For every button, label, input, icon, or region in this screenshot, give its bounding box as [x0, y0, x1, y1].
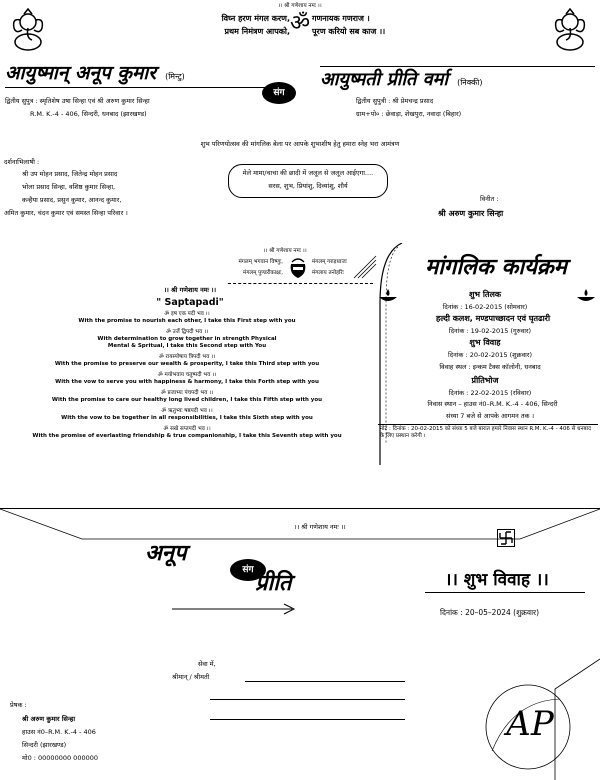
saptapadi-invocation: ।। श्री गणेशाय नमः ।।: [263, 248, 307, 254]
shloka-left-2: प्रथम निमंत्रण आपको,: [224, 27, 290, 36]
shubh-vivah: ।। शुभ विवाह ।।: [445, 570, 549, 590]
darshan-line: भोला प्रसाद सिन्हा, वशिष्ठ कुमार सिन्हा,: [22, 183, 116, 191]
envelope-groom-name: अनूप: [145, 540, 187, 566]
mantra-right-2: मंगलाय तनोहरिः: [312, 270, 344, 276]
decor-arrow: [172, 603, 302, 615]
om-icon: ॐ: [289, 11, 311, 36]
tilak-heading: शुभ तिलक: [468, 290, 502, 299]
bride-relation: द्वितीय सुपुत्री : श्री प्रेमचन्द्र प्रसाद: [356, 97, 434, 105]
step-text: With the promise to nourish each other, I take this First step with you: [78, 318, 296, 324]
groom-name: आयुष्मान् अनूप कुमार: [5, 62, 156, 84]
step-text: With the promise to care our healthy long lived children, I take this Fifth step with you: [51, 397, 323, 403]
divider-line: [228, 283, 373, 284]
sender-name: श्री अरुण कुमार सिन्हा: [22, 715, 76, 723]
kids-request-line: मेले मामा/चाचा की छादी में जलूल से जलूल आईएगा....: [242, 169, 374, 177]
kalash-icon: [287, 254, 309, 280]
haldi-date: दिनांक : 19-02-2015 (गुरुवार): [448, 327, 532, 335]
mantra-left-1: मंगलम् भगवान विष्णुः,: [238, 259, 283, 265]
bhoj-venue: निवास स्थान – हाउस नं0–R.M. K.-4 - 406, सिन्दरी: [427, 400, 558, 408]
haldi-heading: हल्दी कलश, मण्डपाच्छादन एवं घृतढारी: [435, 314, 551, 323]
ganesh-icon: [6, 8, 50, 52]
shloka-right-2: पूरण करियो सब काज ।।: [312, 27, 386, 36]
sender-mobile: मो0 : 00000000 000000: [22, 754, 98, 762]
groom-address: R.M. K.-4 - 406, सिन्दरी, धनबाद (झारखण्ड): [30, 110, 147, 118]
kids-request-box: [228, 164, 388, 198]
shloka-right-1: गणनायक गणराज ।: [312, 14, 370, 23]
step-mantra: ॐ उर्जे द्विपदी भव ।।: [165, 329, 209, 335]
bride-name: आयुष्मती प्रीति वर्मा: [320, 69, 449, 90]
step-mantra: ॐ ऋतुभ्यः षष्ठपदी भव ।।: [161, 408, 213, 414]
mantra-left-2: मंगलम् पुण्डरीकाक्षः,: [243, 270, 283, 276]
step-text: With the promise to preserve our wealth & prosperity, I take this Third step with you: [54, 361, 320, 367]
vineet-name: श्री अरुण कुमार सिन्हा: [438, 209, 504, 218]
ganesh-icon: [548, 8, 592, 52]
bhoj-time: संध्या 7 बजे से आपके आगमन तक ।: [445, 412, 535, 420]
bhoj-date: दिनांक : 22-02-2015 (रविवार): [448, 389, 532, 397]
groom-name-row: [5, 60, 265, 88]
step-mantra: ॐ इष एक पदी भव ।।: [164, 311, 210, 317]
diya-icon: [576, 287, 596, 305]
darshan-line: अमित कुमार, चंदन कुमार एवं समस्त सिन्हा परिवार ।: [4, 209, 128, 217]
sender-house: हाउस नं0–R.M. K.-4 - 406: [22, 728, 96, 736]
darshan-line: कन्हैया प्रसाद, प्रसुन कुमार, आनन्द कुमार,: [22, 196, 122, 204]
envelope-bride-name: प्रीति: [255, 570, 292, 596]
vivah-venue: विवाह स्थल : इन्कम टैक्स कॉलोनी, धनबाद: [439, 363, 541, 371]
step-mantra: ॐ सखे सप्तपदी भव ।।: [163, 426, 211, 432]
swastik-icon: [497, 529, 515, 547]
saptapadi-title: " Saptapadi": [156, 297, 224, 308]
note-divider: [378, 424, 598, 425]
top-invocation: ।। श्री गणेशाय नमः ।।: [278, 3, 322, 9]
program-title: मांगलिक कार्यक्रम: [425, 254, 567, 280]
step-text: With the promise of everlasting friendship & true companionship, I take this Seventh step with you: [32, 433, 342, 439]
program-note: नोट : दिनांक : 20-02-2015 को संध्या 5 बजे बारात हमारे निवास स्थान R.M. K.-4 - 406 से धनबाद के लिए प्रस्थान करेगी ।: [380, 426, 591, 439]
saptapadi-steps: [2, 311, 372, 440]
bride-name-row: [320, 66, 595, 94]
step-mantra: ॐ मयोभवाय चतुष्पदी भव ।।: [157, 372, 217, 378]
address-line: [210, 719, 405, 720]
tilak-date: दिनांक : 16-02-2015 (सोमवार): [442, 303, 528, 311]
step-text: With the vow to serve you with happiness & harmony, I take this Forth step with you: [55, 379, 319, 385]
address-line: [245, 681, 405, 682]
monogram: AP: [506, 704, 554, 744]
envelope-date: दिनांक : 20–05–2024 (शुक्रवार): [440, 608, 540, 617]
sender-city: सिन्दरी (झारखण्ड): [22, 741, 67, 749]
envelope: [0, 508, 600, 780]
darshan-line: श्री उप मोहन प्रसाद, जितेन्द्र मोहन प्रसाद: [22, 170, 118, 178]
bride-address: ग्राम+पो० : छेवाड़ा, शेखपुरा, नवादा (बिहार): [356, 110, 462, 118]
vivah-heading: शुभ विवाह: [469, 338, 501, 347]
step-text: With determination to grow together in strength Physical Mental & Spritual, I take this Second step with You: [97, 336, 277, 349]
shloka-left-1: विघ्न हरण मंगल करण,: [221, 14, 290, 23]
diya-icon: [378, 287, 398, 305]
kids-names: सरस, शुभ, प्रियांशु, दिव्यांशु, शौर्य: [268, 182, 348, 190]
address-line: [210, 699, 405, 700]
groom-nickname: (मिन्टु): [165, 72, 185, 81]
darshan-heading: दर्शनाभिलाषी :: [4, 158, 40, 166]
step-mantra: ॐ रायस्पोषाय त्रिपदी भव ।।: [158, 354, 216, 360]
seva-mein-label: सेवा में,: [198, 660, 216, 668]
sangh-badge: संग: [262, 82, 296, 104]
step-mantra: ॐ प्रजाभ्यः पंचपदी भव ।।: [160, 390, 214, 396]
vivah-date: दिनांक : 20-02-2015 (शुक्रवार): [447, 351, 533, 359]
bride-nickname: (निक्की): [457, 78, 483, 87]
step-text: With the vow to be together in all responsibilities, I take this Sixth step with you: [61, 415, 313, 421]
envelope-invocation: ।। श्री गणेशाय नमः ।।: [294, 523, 346, 531]
bhoj-heading: प्रीतिभोज: [471, 376, 499, 385]
envelope-sangh-badge: संग: [230, 559, 266, 581]
groom-relation: द्वितीय सुपुत्र : स्मृतिशेष उषा सिन्हा एवं श्री अरुण कुमार सिन्हा: [5, 97, 150, 105]
invitation-line: शुभ परिणयोत्सव की मांगलिक बेला पर आपके शुभाशीष हेतु हमारा स्नेह भरा आमंत्रण: [200, 140, 400, 148]
vineet-label: विनीत :: [480, 195, 499, 203]
recipient-label: श्रीमान् / श्रीमती: [172, 673, 210, 681]
sender-label: प्रेषक :: [10, 701, 27, 709]
mantra-right-1: मंगलम् गरुड़ध्वजः: [312, 259, 347, 265]
ganesh-invocation: ।। श्री गणेशाय नमः ।।: [163, 286, 217, 294]
